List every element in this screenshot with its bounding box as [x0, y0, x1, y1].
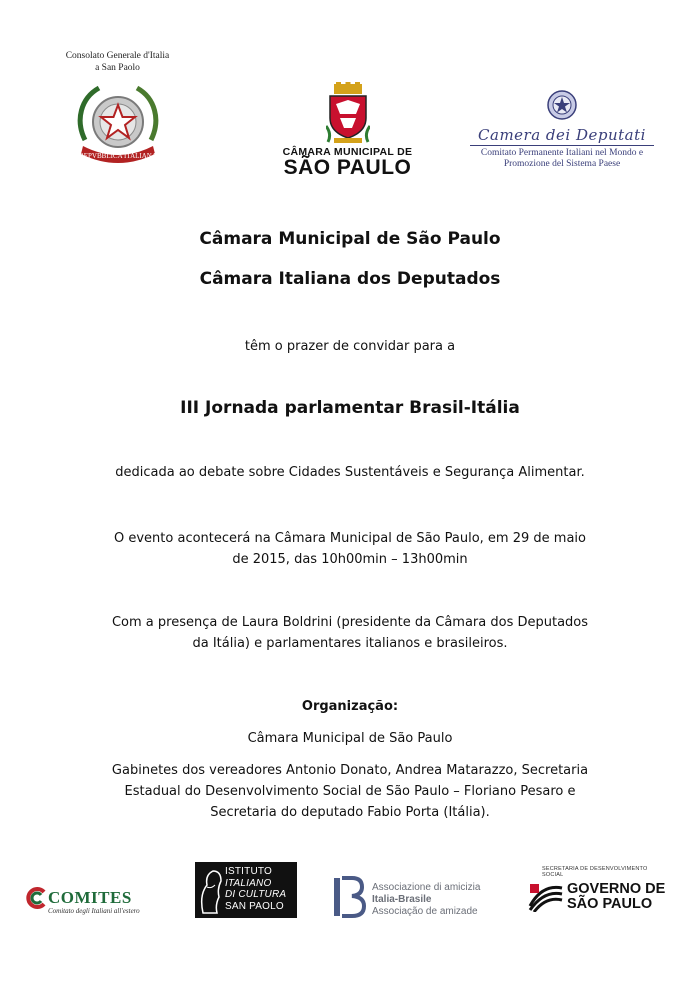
- iic-profile-icon: [197, 865, 225, 915]
- istituto-italiano-cultura-logo: [195, 862, 297, 918]
- event-presence-line2: da Itália) e parlamentares italianos e brasileiros.: [192, 636, 508, 651]
- organizer-1: Câmara Municipal de São Paulo: [247, 731, 453, 746]
- host-line-2: Câmara Italiana dos Deputados: [199, 269, 501, 289]
- comites-mark-icon: [26, 887, 48, 909]
- amicizia-line1: Associazione di amicizia: [372, 882, 481, 893]
- event-when-line1: O evento acontecerá na Câmara Municipal de São Paulo, em 29 de maio: [114, 531, 586, 546]
- deputati-divider: [470, 145, 654, 146]
- deputati-sub-line1: Comitato Permanente Italiani nel Mondo e: [480, 148, 644, 158]
- event-when: [60, 528, 640, 570]
- amicizia-line3: Associação de amizade: [372, 906, 478, 917]
- event-presence: [60, 612, 640, 654]
- italian-republic-small-emblem-icon: [545, 88, 579, 122]
- iic-line4: SAN PAOLO: [225, 900, 284, 912]
- associazione-amicizia-logo: [332, 876, 492, 920]
- iic-line1: ISTITUTO: [225, 866, 272, 877]
- sao-paulo-flag-stripes-icon: [528, 882, 564, 912]
- deputati-sub-line2: Promozione del Sistema Paese: [503, 159, 621, 169]
- event-dedication: dedicada ao debate sobre Cidades Sustentáveis e Segurança Alimentar.: [115, 465, 585, 480]
- comites-logo: [26, 887, 156, 915]
- iic-line2: ITALIANO: [225, 877, 272, 889]
- organizer-2-line2: Estadual do Desenvolvimento Social de São Paulo – Floriano Pesaro e: [124, 784, 576, 799]
- comites-subtitle: Comitato degli Italiani all'estero: [48, 907, 140, 915]
- camara-sao-paulo-logo: [280, 82, 415, 178]
- consolato-caption-line2: a San Paolo: [95, 63, 140, 73]
- host-line-1: Câmara Municipal de São Paulo: [199, 229, 501, 249]
- emblem-ribbon-text: REPVBBLICA ITALIANA: [79, 152, 157, 160]
- camara-logo-line2: SÃO PAULO: [283, 156, 412, 179]
- sao-paulo-coat-of-arms-icon: [326, 82, 370, 144]
- camara-logo-line1: CÂMARA MUNICIPAL DE: [282, 146, 413, 158]
- amicizia-line2: Italia-Brasile: [372, 894, 432, 905]
- invitation-intro: têm o prazer de convidar para a: [244, 339, 456, 354]
- gov-logo-line1: GOVERNO DE: [567, 881, 666, 897]
- deputati-script-title: Camera dei Deputati: [478, 126, 646, 144]
- consolato-caption-line1: Consolato Generale d'Italia: [65, 51, 170, 61]
- camera-dei-deputati-logo: [462, 88, 662, 170]
- event-presence-line1: Com a presença de Laura Boldrini (presidente da Câmara dos Deputados: [111, 615, 589, 630]
- iic-line3: DI CULTURA: [225, 889, 287, 900]
- italian-republic-emblem-icon: [73, 80, 163, 168]
- gov-secretaria-label: SECRETARIA DE DESENVOLVIMENTO SOCIAL: [542, 866, 648, 878]
- organizer-2-line3: Secretaria do deputado Fabio Porta (Itália).: [210, 805, 490, 820]
- event-title: III Jornada parlamentar Brasil-Itália: [180, 398, 520, 418]
- event-when-line2: de 2015, das 10h00min – 13h00min: [232, 552, 468, 567]
- organizer-2-line1: Gabinetes dos vereadores Antonio Donato, Andrea Matarazzo, Secretaria: [111, 763, 589, 778]
- organizer-2: [60, 760, 640, 823]
- organization-label: Organização:: [301, 699, 399, 714]
- gov-logo-line2: SÃO PAULO: [567, 896, 653, 912]
- consolato-logo: [55, 50, 180, 168]
- amicizia-b-mark-icon: [332, 876, 366, 918]
- governo-sao-paulo-logo: [528, 866, 668, 912]
- comites-wordmark: COMITES: [48, 888, 132, 907]
